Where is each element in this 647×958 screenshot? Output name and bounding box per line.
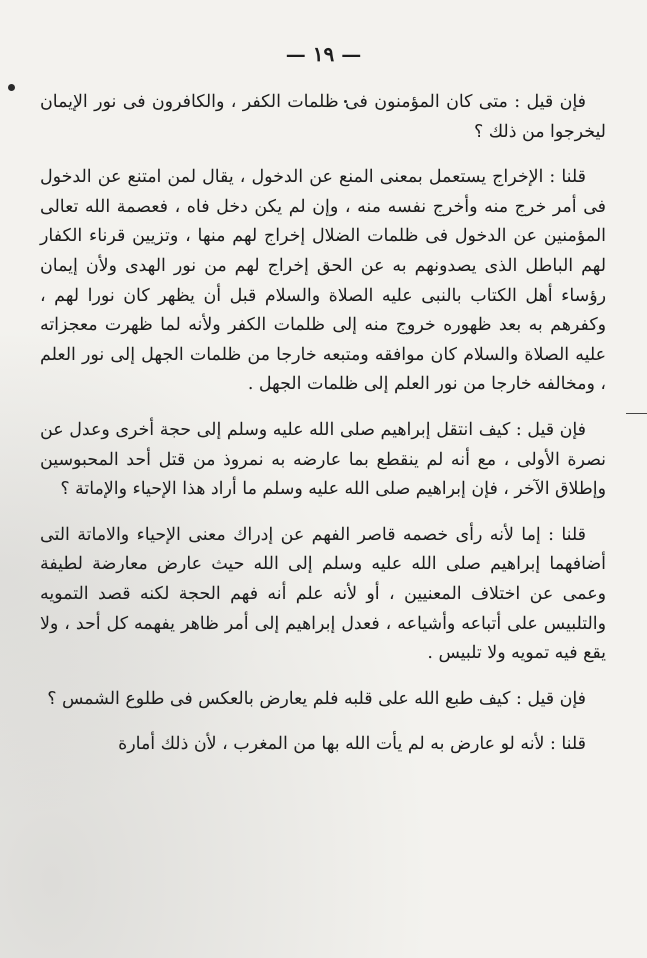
page-body (40, 88, 606, 760)
page-number: — ١٩ — (285, 42, 362, 66)
ink-speck-left (8, 84, 15, 91)
answer-paragraph-2: قلنا : إما لأنه رأى خصمه قاصر الفهم عن إدراك معنى الإحياء والاماتة التى أضافهما إبراهيم صلى الله عليه وسلم إلى الله حيث عارض معارضة لطيفة وعمى عن اختلاف المعنيين ، أو لأنه علم أنه فهم الحجة لكنه قصد التمويه والتلبيس على أتباعه وأشياعه ، فعدل إبراهيم إلى أمر ظاهر يفهمه كل أحد ، ولا يقع فيه تمويه ولا تلبيس . (40, 524, 606, 664)
question-paragraph-2: فإن قيل : كيف انتقل إبراهيم صلى الله عليه وسلم إلى حجة أخرى وعدل عن نصرة الأولى ، مع أنه لم ينقطع بما عارضه به نمروذ من قتل أحد المحبوسين وإطلاق الآخر ، فإن إبراهيم صلى الله عليه وسلم ما أراد هذا الإحياء والإماتة ؟ (40, 419, 606, 500)
question-paragraph-3: فإن قيل : كيف طبع الله على قلبه فلم يعارض بالعكس فى طلوع الشمس ؟ (47, 688, 586, 709)
question-paragraph-1: فإن قيل : متى كان المؤمنون فى ظلمات الكفر ، والكافرون فى نور الإيمان ليخرجوا من ذلك ؟ (40, 92, 606, 142)
answer-paragraph-3: قلنا : لأنه لو عارض به لم يأت الله بها من المغرب ، لأن ذلك أمارة (118, 734, 586, 755)
margin-mark-right (626, 413, 647, 414)
answer-paragraph-1: قلنا : الإخراج يستعمل بمعنى المنع عن الدخول ، يقال لمن امتنع عن الدخول فى أمر خرج منه وأخرج نفسه منه ، وإن لم يكن دخل فاه ، فعصمة الله تعالى المؤمنين عن الدخول فى ظلمات الضلال إخراج لهم منها ، وتزيين قرناء الكفار لهم الباطل الذى يصدونهم به عن الحق إخراج لهم من نور الهدى ولأن إيمان رؤساء أهل الكتاب بالنبى عليه الصلاة والسلام قبل أن يظهر كان نورا لهم ، وكفرهم به بعد ظهوره خروج منه إلى ظلمات الكفر ولأنه لما ظهرت معجزاته عليه الصلاة والسلام كان موافقه ومتبعه خارجا من ظلمات الجهل إلى نور العلم ، ومخالفه خارجا من نور العلم إلى ظلمات الجهل . (40, 167, 606, 395)
